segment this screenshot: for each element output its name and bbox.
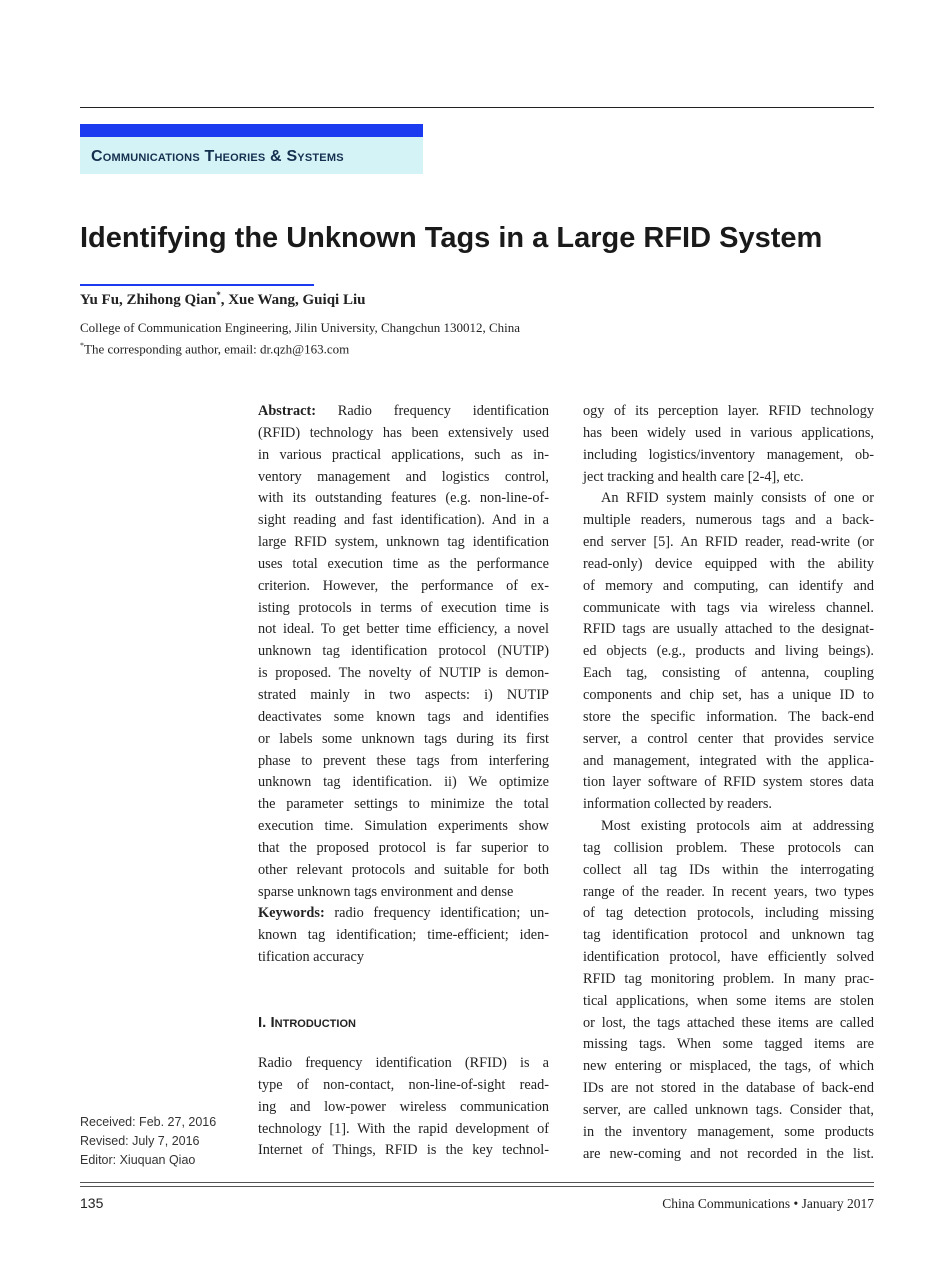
intro-line: type of non-contact, non-line-of-sight read- — [258, 1076, 549, 1093]
body-line: in the inventory management, some products — [583, 1123, 874, 1140]
abstract-line: that the proposed protocol is far superior to — [258, 839, 549, 856]
body-line: range of the reader. In recent years, two types — [583, 883, 874, 900]
keywords-line: tification accuracy — [258, 949, 364, 966]
body-line: IDs are not stored in the database of back-end — [583, 1080, 874, 1097]
submission-dates — [80, 1113, 216, 1170]
body-line: including logistics/inventory management, ob- — [583, 446, 874, 463]
author-list — [80, 290, 365, 309]
body-line: and management, integrated with the applica- — [583, 752, 874, 769]
abstract-label: Abstract: — [258, 403, 316, 419]
body-line: missing tags. When some tagged items are — [583, 1036, 874, 1053]
footer-rule — [80, 1186, 874, 1187]
header-rule — [80, 107, 874, 108]
abstract-column — [258, 401, 549, 969]
body-line: are new-coming and not recorded in the list. — [583, 1145, 874, 1162]
body-line: or lost, the tags attached these items are called — [583, 1014, 874, 1031]
abstract-line: in various practical applications, such as in- — [258, 446, 549, 463]
abstract-line: sparse unknown tags environment and dense — [258, 883, 514, 900]
body-line: communicate with tags via wireless channel. — [583, 599, 874, 616]
abstract-line: Abstract: Radio frequency identification — [258, 403, 549, 419]
authors-part-1: Yu Fu, Zhihong Qian — [80, 292, 217, 308]
abstract-line: sight reading and fast identification). And in a — [258, 512, 549, 529]
abstract-line: deactivates some known tags and identifies — [258, 708, 549, 725]
abstract-line: other relevant protocols and suitable for both — [258, 861, 549, 878]
body-line: components and chip set, has a unique ID to — [583, 686, 874, 703]
abstract-line: ventory management and logistics control, — [258, 468, 549, 485]
abstract-line: the parameter settings to minimize the total — [258, 796, 549, 813]
body-line: ed objects (e.g., products and living beings). — [583, 643, 874, 660]
body-line: multiple readers, numerous tags and a back- — [583, 512, 874, 529]
body-line: identification protocol, have efficiently solved — [583, 949, 874, 966]
corresponding-text: The corresponding author, email: dr.qzh@163.com — [84, 341, 350, 357]
corresponding-author — [80, 341, 349, 357]
paper-title: Identifying the Unknown Tags in a Large RFID System — [80, 222, 823, 254]
keywords-line: Keywords: radio frequency identification; un- — [258, 905, 549, 922]
body-line: end server [5]. An RFID reader, read-write (or — [583, 534, 874, 551]
body-line: store the specific information. The back-end — [583, 708, 874, 725]
body-line: new entering or misplaced, the tags, of which — [583, 1058, 874, 1075]
section-label: Communications Theories & Systems — [91, 148, 344, 165]
abstract-line: large RFID system, unknown tag identification — [258, 534, 549, 551]
section-heading-introduction: I. Introduction — [258, 1014, 356, 1031]
abstract-line: not ideal. To get better time efficiency, a novel — [258, 621, 549, 638]
body-line: RFID tags are usually attached to the designat- — [583, 621, 874, 638]
body-line: Most existing protocols aim at addressing — [601, 818, 874, 835]
body-line: tag collision problem. These protocols can — [583, 839, 874, 856]
body-line: has been widely used in various applications, — [583, 424, 874, 441]
footer-rule — [80, 1182, 874, 1183]
body-line: of memory and computing, can identify and — [583, 577, 874, 594]
body-line: Each tag, consisting of antenna, coupling — [583, 665, 874, 682]
abstract-line: criterion. However, the performance of ex- — [258, 577, 549, 594]
abstract-line: unknown tag identification protocol (NUTIP) — [258, 643, 549, 660]
body-line: An RFID system mainly consists of one or — [601, 490, 874, 507]
intro-line: technology [1]. With the rapid development of — [258, 1120, 549, 1137]
body-line: ject tracking and health care [2-4], etc. — [583, 468, 804, 485]
revised-date: Revised: July 7, 2016 — [80, 1134, 200, 1148]
body-line: read-only) device equipped with the ability — [583, 555, 874, 572]
affiliation: College of Communication Engineering, Jilin University, Changchun 130012, China — [80, 320, 521, 335]
keywords-label: Keywords: — [258, 905, 325, 922]
body-line: of tag detection protocols, including missing — [583, 905, 874, 922]
page-number: 135 — [80, 1195, 104, 1211]
abstract-line: unknown tag identification. ii) We optimize — [258, 774, 549, 791]
intro-paragraph — [258, 1053, 549, 1162]
abstract-line: execution time. Simulation experiments show — [258, 818, 549, 835]
abstract-line: phase to prevent these tags from interfering — [258, 752, 549, 769]
body-line: RFID tag monitoring problem. In many prac- — [583, 970, 874, 987]
abstract-line: with its outstanding features (e.g. non-line-of- — [258, 490, 549, 507]
intro-line: Radio frequency identification (RFID) is a — [258, 1055, 549, 1071]
title-underline — [80, 284, 314, 286]
body-line: server, are called unknown tags. Consider that, — [583, 1102, 874, 1118]
intro-line: Internet of Things, RFID is the key technol- — [258, 1142, 549, 1159]
corresponding-mark: * — [80, 341, 84, 350]
body-line: tion layer software of RFID system stores data — [583, 774, 874, 791]
intro-line: ing and low-power wireless communication — [258, 1098, 549, 1115]
abstract-line: or labels some unknown tags during its first — [258, 730, 549, 747]
author-mark: * — [216, 290, 221, 300]
body-line: tical applications, when some items are stolen — [583, 992, 874, 1009]
abstract-line: (RFID) technology has been extensively used — [258, 424, 549, 441]
editor-name: Editor: Xiuquan Qiao — [80, 1153, 196, 1167]
body-line: server, a control center that provides service — [583, 730, 874, 747]
abstract-line: is proposed. The novelty of NUTIP is demon- — [258, 665, 549, 682]
abstract-line: uses total execution time as the performance — [258, 555, 549, 572]
body-line: tag identification protocol and unknown tag — [583, 927, 874, 944]
body-line: information collected by readers. — [583, 796, 772, 813]
received-date: Received: Feb. 27, 2016 — [80, 1115, 217, 1129]
abstract-line: isting protocols in terms of execution time is — [258, 599, 549, 616]
keywords-line: known tag identification; time-efficient; iden- — [258, 927, 549, 944]
authors-part-2: , Xue Wang, Guiqi Liu — [220, 292, 366, 308]
section-color-bar — [80, 124, 423, 137]
abstract-line: strated mainly in two aspects: i) NUTIP — [258, 686, 549, 703]
body-column-right — [583, 401, 874, 1166]
body-line: collect all tag IDs within the interrogating — [583, 861, 874, 878]
body-line: ogy of its perception layer. RFID technology — [583, 403, 874, 419]
journal-info: China Communications • January 2017 — [662, 1196, 874, 1211]
